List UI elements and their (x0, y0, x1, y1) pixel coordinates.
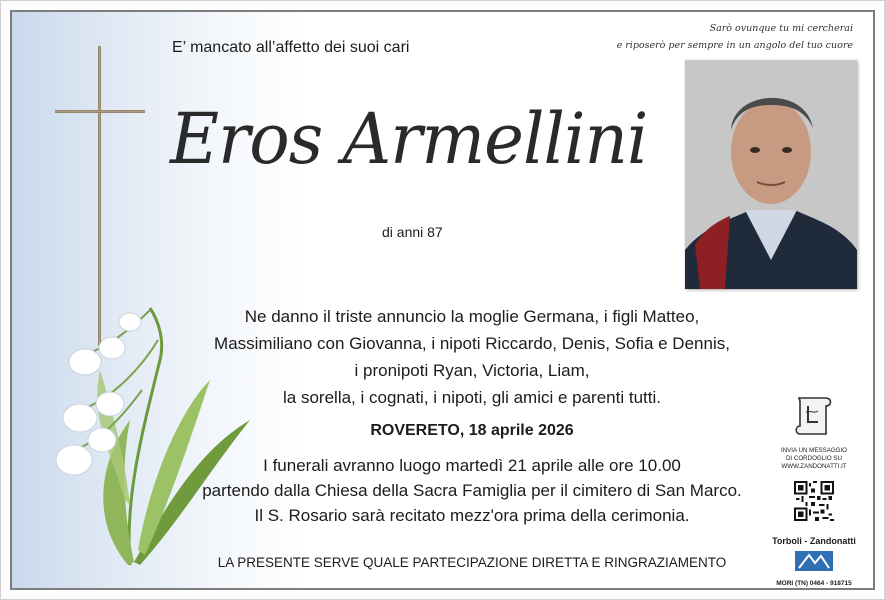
qr-code[interactable] (794, 481, 834, 521)
announcement-line: la sorella, i cognati, i nipoti, gli amici e parenti tutti. (283, 388, 661, 407)
funeral-line: I funerali avranno luogo martedì 21 aprile alle ore 10.00 (263, 456, 681, 475)
announcement-line: i pronipoti Ryan, Victoria, Liam, (354, 361, 590, 380)
condolence-link[interactable]: WWW.ZANDONATTI.IT (781, 463, 847, 470)
place-date: ROVERETO, 18 aprile 2026 (370, 422, 574, 439)
agency-panel (764, 392, 864, 587)
funeral-line: partendo dalla Chiesa della Sacra Famiglia per il cimitero di San Marco. (202, 481, 742, 500)
intro-text: E’ mancato all’affetto dei suoi cari (172, 39, 410, 56)
deceased-age: di anni 87 (382, 224, 443, 240)
cross-bar (55, 110, 145, 113)
funeral-details (162, 453, 782, 528)
funeral-line: Il S. Rosario sarà recitato mezz'ora prima della cerimonia. (254, 506, 690, 525)
announcement-line: Massimiliano con Giovanna, i nipoti Riccardo, Denis, Sofia e Dennis, (214, 334, 730, 353)
scroll-logo-icon (792, 392, 836, 440)
agency-logo-icon (795, 551, 833, 571)
announcement-line: Ne danno il triste annuncio la moglie Germana, i figli Matteo, (244, 307, 700, 326)
announcement (182, 303, 762, 411)
condolence-line: INVIA UN MESSAGGIO (780, 447, 847, 454)
quote-line: Sarò ovunque tu mi cercherai (709, 23, 853, 34)
agency-contact: MORI (TN) 0464 - 918715 (776, 580, 852, 587)
condolence-line: DI CORDOGLIO SU (785, 455, 843, 462)
obituary-frame (10, 10, 875, 590)
deceased-name: Eros Armellini (170, 98, 648, 180)
deceased-portrait (685, 60, 857, 289)
footer-note: LA PRESENTE SERVE QUALE PARTECIPAZIONE DIRETTA E RINGRAZIAMENTO (217, 555, 727, 570)
condolence-message (764, 447, 864, 471)
agency-name: Torboli - Zandonatti (772, 536, 856, 546)
quote-line: e riposerò per sempre in un angolo del tuo cuore (616, 40, 853, 51)
memorial-quote (553, 20, 853, 54)
